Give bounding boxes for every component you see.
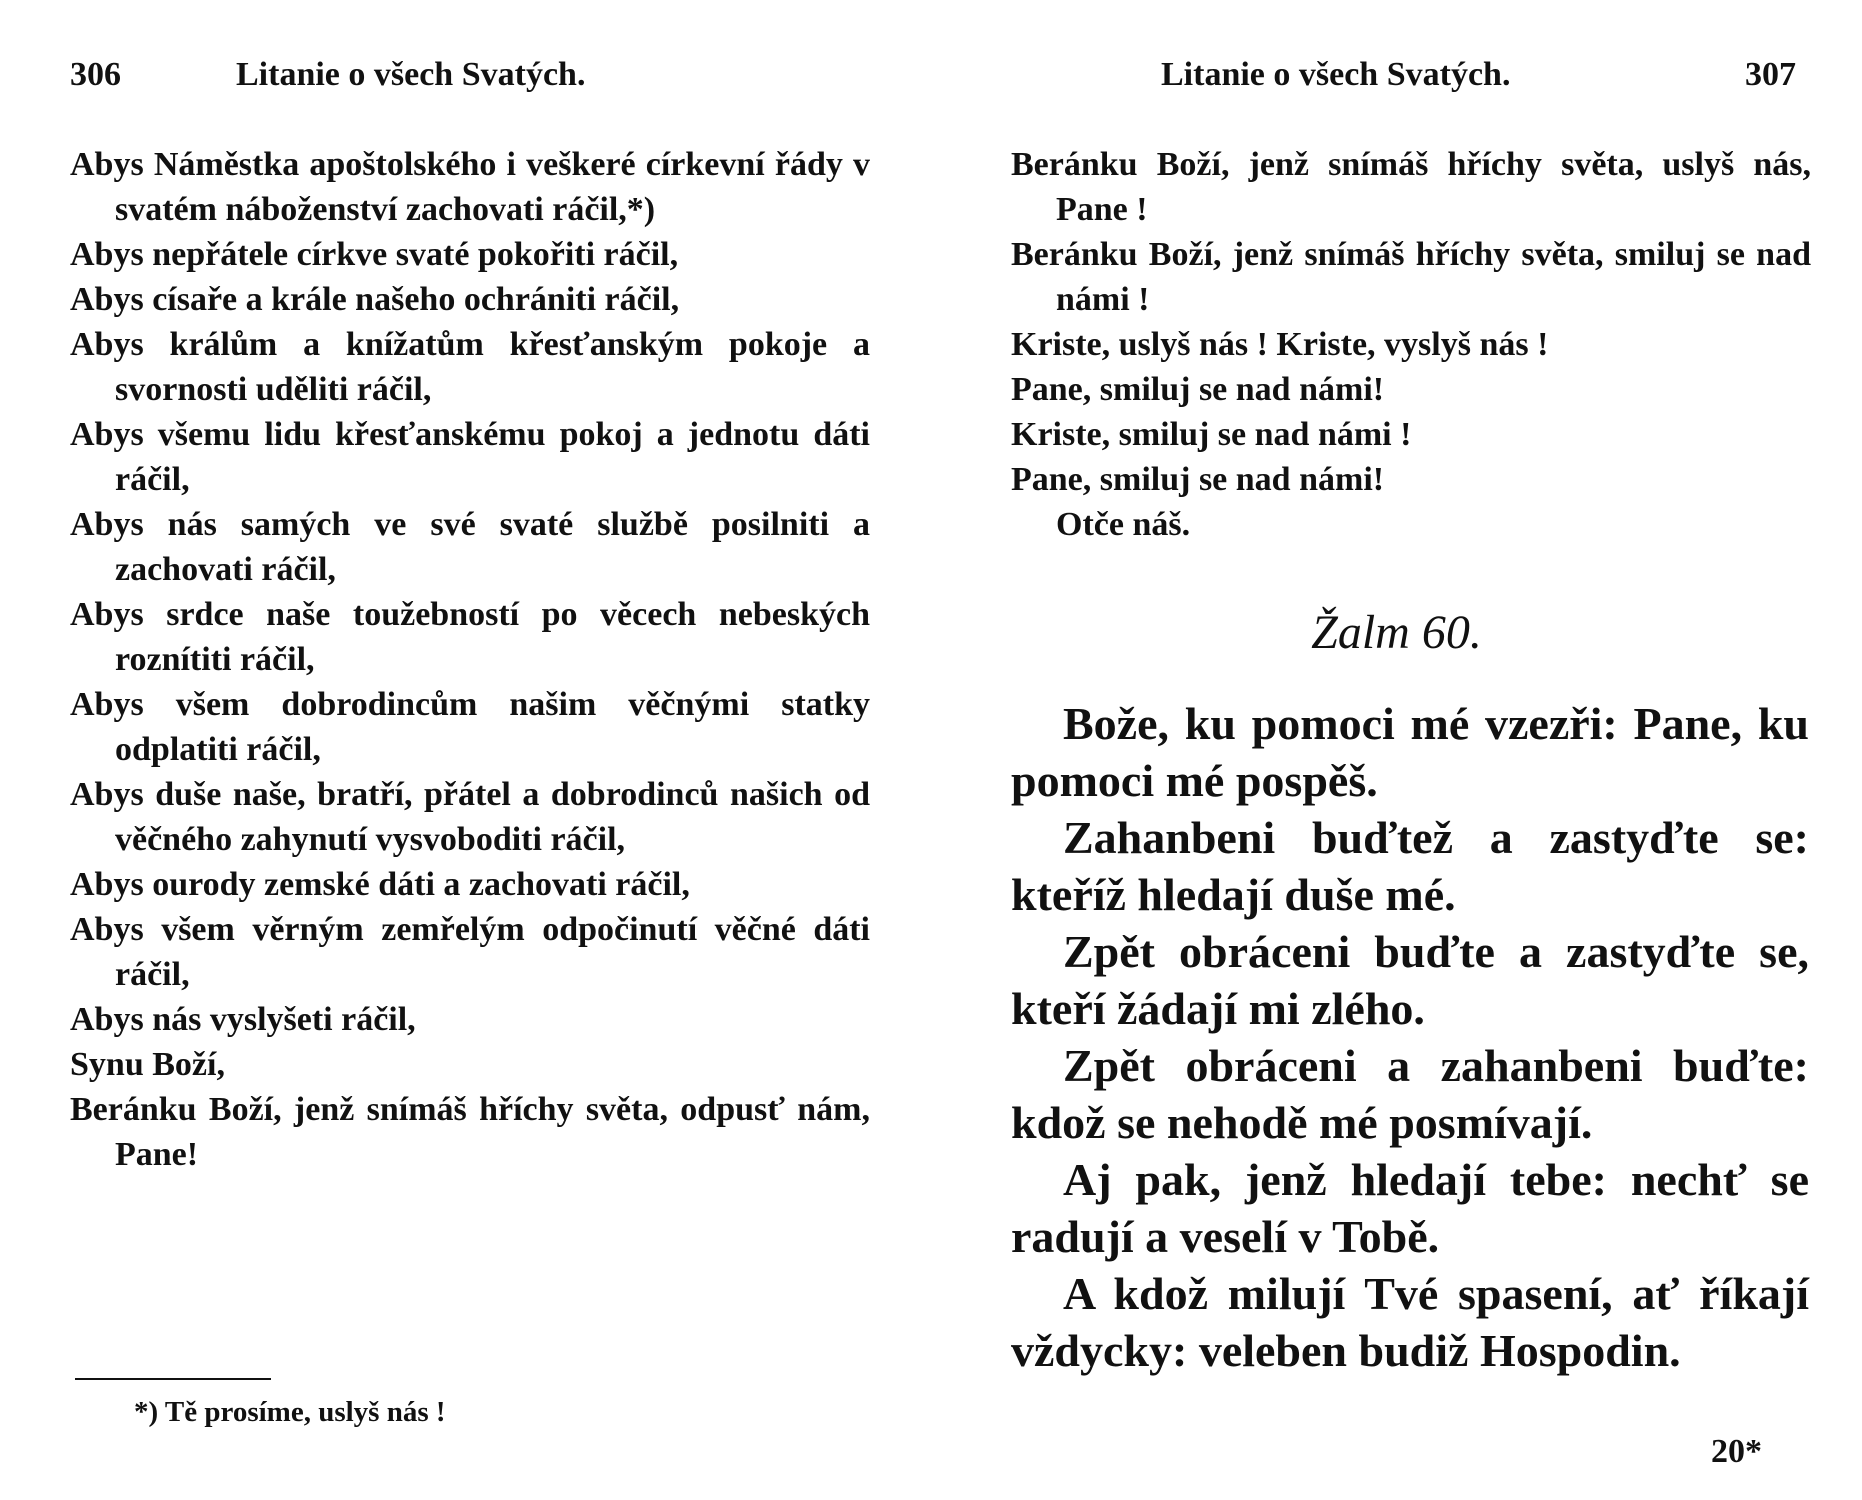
left-litany	[70, 142, 870, 1177]
psalm-verse: Zahanbeni buďtež a zastyďte se: kteříž hledají duše mé.	[1011, 812, 1809, 920]
right-running-title: Litanie o všech Svatých.	[1161, 56, 1511, 93]
litany-entry: Abys ourody zemské dáti a zachovati ráčil,	[70, 866, 690, 903]
psalm-verse: Zpět obráceni buďte a zastyďte se, kteří žádají mi zlého.	[1011, 926, 1809, 1034]
litany-entry: Abys králům a knížatům křesťanským pokoje a svornosti uděliti ráčil,	[70, 326, 870, 408]
litany-entry: Kriste, uslyš nás ! Kriste, vyslyš nás !	[1011, 326, 1549, 363]
litany-entry: Abys císaře a krále našeho ochrániti ráčil,	[70, 281, 680, 318]
litany-entry: Beránku Boží, jenž snímáš hříchy světa, smiluj se nad námi !	[1011, 236, 1811, 318]
litany-entry: Abys nepřátele církve svaté pokořiti ráčil,	[70, 236, 679, 273]
litany-entry: Beránku Boží, jenž snímáš hříchy světa, uslyš nás, Pane !	[1011, 146, 1811, 228]
litany-entry: Abys nás vyslyšeti ráčil,	[70, 1001, 416, 1038]
litany-closing: Otče náš.	[1056, 506, 1191, 543]
psalm-text	[1011, 695, 1809, 1379]
left-page-number: 306	[70, 56, 121, 93]
right-litany	[1011, 142, 1811, 547]
left-running-title: Litanie o všech Svatých.	[236, 56, 586, 93]
litany-entry: Abys všemu lidu křesťanskému pokoj a jednotu dáti ráčil,	[70, 416, 870, 498]
signature-mark: 20*	[1711, 1433, 1762, 1470]
litany-entry: Abys duše naše, bratří, přátel a dobrodinců našich od věčného zahynutí vysvoboditi ráčil,	[70, 776, 870, 858]
right-page-number: 307	[1745, 56, 1796, 93]
litany-entry: Beránku Boží, jenž snímáš hříchy světa, odpusť nám, Pane!	[70, 1091, 870, 1173]
psalm-verse: A kdož milují Tvé spasení, ať říkají vždycky: veleben budiž Hospodin.	[1011, 1268, 1809, 1376]
litany-entry: Abys srdce naše toužebností po věcech nebeských roznítiti ráčil,	[70, 596, 870, 678]
litany-entry: Kriste, smiluj se nad námi !	[1011, 416, 1412, 453]
footnote: *) Tě prosíme, uslyš nás !	[134, 1396, 446, 1428]
litany-entry: Pane, smiluj se nad námi!	[1011, 371, 1385, 408]
psalm-verse: Bože, ku pomoci mé vzezři: Pane, ku pomoci mé pospěš.	[1011, 698, 1809, 806]
litany-entry: Abys všem dobrodincům našim věčnými statky odplatiti ráčil,	[70, 686, 870, 768]
litany-entry: Abys všem věrným zemřelým odpočinutí věčné dáti ráčil,	[70, 911, 870, 993]
psalm-verse: Aj pak, jenž hledají tebe: nechť se radují a veselí v Tobě.	[1011, 1154, 1809, 1262]
psalm-verse: Zpět obráceni a zahanbeni buďte: kdož se nehodě mé posmívají.	[1011, 1040, 1809, 1148]
litany-entry: Abys nás samých ve své svaté službě posilniti a zachovati ráčil,	[70, 506, 870, 588]
right-page	[931, 0, 1862, 1500]
footnote-divider	[75, 1378, 271, 1380]
litany-entry: Abys Náměstka apoštolského i veškeré církevní řády v svatém náboženství zachovati ráčil,*)	[70, 146, 870, 228]
litany-entry: Synu Boží,	[70, 1046, 225, 1083]
litany-entry: Pane, smiluj se nad námi!	[1011, 461, 1385, 498]
psalm-title: Žalm 60.	[1311, 606, 1482, 659]
